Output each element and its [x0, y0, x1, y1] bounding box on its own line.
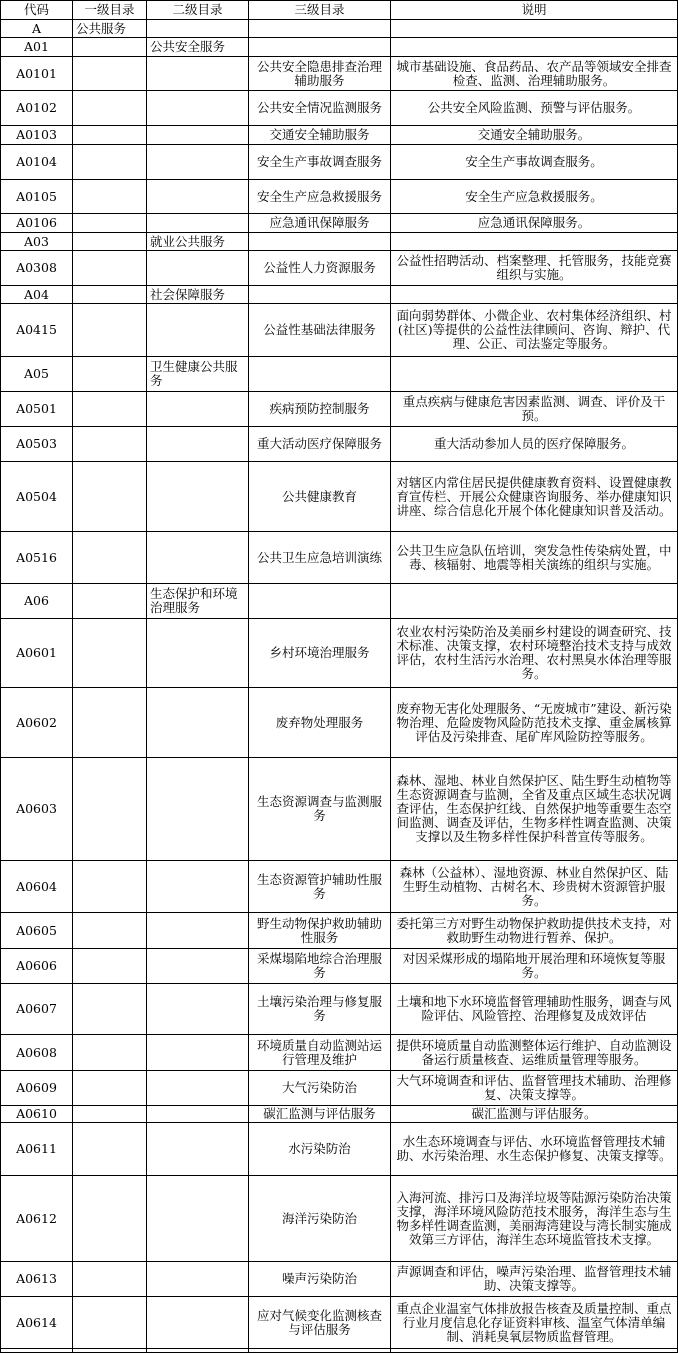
row-description: 废弃物无害化处理服务、“无废城市”建设、新污染物治理、危险废物风险防范技术支撑、重金属核算评估及污染排查、尾矿库风险防控等服务。	[391, 688, 678, 758]
row-code: A05	[1, 357, 73, 392]
row-level3	[249, 584, 391, 619]
row-level3: 安全生产事故调查服务	[249, 145, 391, 180]
row-description: 重点企业温室气体排放报告核查及质量控制、重点行业月度信息化存证资料审核、温室气体清单编制、消耗臭氧层物质监督管理。	[391, 1297, 678, 1349]
row-description: 重点疾病与健康危害因素监测、调查、评价及干预。	[391, 392, 678, 427]
row-level2	[147, 251, 249, 286]
row-code: A0606	[1, 949, 73, 984]
row-description: 委托第三方对野生动物保护救助提供技术支持，对救助野生动物进行暂养、保护。	[391, 913, 678, 949]
row-level3: 安全生产应急救援服务	[249, 180, 391, 214]
row-code: A0516	[1, 532, 73, 584]
table-row	[1, 1262, 678, 1297]
row-code: A0605	[1, 913, 73, 949]
row-level1	[73, 984, 147, 1035]
row-code: A0102	[1, 91, 73, 126]
row-level2	[147, 1176, 249, 1262]
row-description: 应急通讯保障服务。	[391, 214, 678, 233]
row-level1	[73, 619, 147, 688]
row-description	[391, 38, 678, 57]
row-level2	[147, 1071, 249, 1106]
row-level3	[249, 38, 391, 57]
row-level2	[147, 304, 249, 357]
row-level1	[73, 251, 147, 286]
row-level1	[73, 214, 147, 233]
row-level1	[73, 1297, 147, 1349]
row-description	[391, 1349, 678, 1353]
row-level2	[147, 126, 249, 145]
header-row	[1, 1, 678, 20]
row-code: A03	[1, 233, 73, 251]
row-level2	[147, 532, 249, 584]
table-row	[1, 1106, 678, 1123]
row-level3	[249, 286, 391, 304]
row-level2: 就业公共服务	[147, 233, 249, 251]
row-level1	[73, 145, 147, 180]
row-level1	[73, 1071, 147, 1106]
row-level1	[73, 1176, 147, 1262]
table-row	[1, 180, 678, 214]
table-row	[1, 949, 678, 984]
row-level3: 公共卫生应急培训演练	[249, 532, 391, 584]
row-code: A0603	[1, 758, 73, 861]
row-level1	[73, 1035, 147, 1071]
row-code: A0504	[1, 462, 73, 532]
row-level3: 公益性基础法律服务	[249, 304, 391, 357]
row-description: 入海河流、排污口及海洋垃圾等陆源污染防治决策支撑，海洋环境风险防范技术服务，海洋生态与生物多样性调查监测，美丽海湾建设与湾长制实施成效第三方评估，海洋生态环境监管技术支撑。	[391, 1176, 678, 1262]
row-description: 碳汇监测与评估服务。	[391, 1106, 678, 1123]
table-row	[1, 392, 678, 427]
row-level3	[249, 1349, 391, 1353]
table-row	[1, 984, 678, 1035]
row-level1	[73, 38, 147, 57]
row-level1	[73, 913, 147, 949]
row-level2: 社会保障服务	[147, 286, 249, 304]
row-level1	[73, 1106, 147, 1123]
row-code: A0103	[1, 126, 73, 145]
row-code: A06	[1, 584, 73, 619]
table-row	[1, 1297, 678, 1349]
row-level3: 大气污染防治	[249, 1071, 391, 1106]
row-description: 水生态环境调查与评估、水环境监督管理技术辅助、水污染治理、水生态保护修复、决策支撑等。	[391, 1123, 678, 1176]
row-level1	[73, 180, 147, 214]
row-level3: 水污染防治	[249, 1123, 391, 1176]
row-description	[391, 357, 678, 392]
row-level2: 公共安全服务	[147, 38, 249, 57]
row-level2	[147, 1349, 249, 1353]
row-level2	[147, 145, 249, 180]
row-level3: 应急通讯保障服务	[249, 214, 391, 233]
row-level3	[249, 233, 391, 251]
table-row	[1, 38, 678, 57]
row-code: A	[1, 20, 73, 38]
row-level1	[73, 1349, 147, 1353]
row-level3: 环境质量自动监测站运行管理及维护	[249, 1035, 391, 1071]
table-row	[1, 145, 678, 180]
row-code: A0614	[1, 1297, 73, 1349]
row-code: A0101	[1, 57, 73, 91]
row-description: 交通安全辅助服务。	[391, 126, 678, 145]
table-row	[1, 532, 678, 584]
row-level1	[73, 532, 147, 584]
row-description: 面向弱势群体、小微企业、农村集体经济组织、村(社区)等提供的公益性法律顾问、咨询、辩护、代理、公正、司法鉴定等服务。	[391, 304, 678, 357]
row-level3: 疾病预防控制服务	[249, 392, 391, 427]
row-level2	[147, 1123, 249, 1176]
table-row	[1, 619, 678, 688]
row-description: 城市基础设施、食品药品、农产品等领域安全排查检查、监测、治理辅助服务。	[391, 57, 678, 91]
table-row	[1, 91, 678, 126]
row-description: 安全生产事故调查服务。	[391, 145, 678, 180]
row-code: A0613	[1, 1262, 73, 1297]
row-level2	[147, 57, 249, 91]
table-row	[1, 427, 678, 462]
row-code: A0601	[1, 619, 73, 688]
row-code: A0415	[1, 304, 73, 357]
row-code: A0611	[1, 1123, 73, 1176]
row-level1	[73, 126, 147, 145]
table-row	[1, 357, 678, 392]
row-level2	[147, 1297, 249, 1349]
row-level1	[73, 758, 147, 861]
table-row	[1, 251, 678, 286]
row-level1	[73, 861, 147, 913]
row-level3: 野生动物保护救助辅助性服务	[249, 913, 391, 949]
row-description: 农业农村污染防治及美丽乡村建设的调查研究、技术标准、决策支撑，农村环境整治技术支持与成效评估，农村生活污水治理、农村黑臭水体治理等服务。	[391, 619, 678, 688]
row-description: 公共安全风险监测、预警与评估服务。	[391, 91, 678, 126]
row-level1	[73, 1262, 147, 1297]
row-level2	[147, 949, 249, 984]
row-level3	[249, 357, 391, 392]
row-description	[391, 286, 678, 304]
row-code: A0104	[1, 145, 73, 180]
row-level3	[249, 20, 391, 38]
row-level3: 废弃物处理服务	[249, 688, 391, 758]
row-level2	[147, 392, 249, 427]
header-level1: 一级目录	[73, 1, 147, 20]
row-code	[1, 1349, 73, 1353]
row-code: A01	[1, 38, 73, 57]
table-row	[1, 1123, 678, 1176]
table-row	[1, 1349, 678, 1353]
table-row	[1, 584, 678, 619]
row-level1	[73, 392, 147, 427]
row-level1	[73, 304, 147, 357]
row-level3: 应对气候变化监测核查与评估服务	[249, 1297, 391, 1349]
row-level1	[73, 462, 147, 532]
row-code: A0609	[1, 1071, 73, 1106]
header-code: 代码	[1, 1, 73, 20]
row-level2	[147, 758, 249, 861]
row-level2	[147, 1106, 249, 1123]
table-row	[1, 286, 678, 304]
row-level3: 公共安全隐患排查治理辅助服务	[249, 57, 391, 91]
row-level1	[73, 233, 147, 251]
row-description: 声源调查和评估，噪声污染治理、监督管理技术辅助、决策支撑等。	[391, 1262, 678, 1297]
row-code: A0604	[1, 861, 73, 913]
row-level2: 生态保护和环境治理服务	[147, 584, 249, 619]
row-level3: 生态资源管护辅助性服务	[249, 861, 391, 913]
row-code: A0610	[1, 1106, 73, 1123]
row-level3: 重大活动医疗保障服务	[249, 427, 391, 462]
row-level2	[147, 913, 249, 949]
table-row	[1, 57, 678, 91]
row-description	[391, 584, 678, 619]
row-level1	[73, 91, 147, 126]
row-code: A04	[1, 286, 73, 304]
row-description: 森林、湿地、林业自然保护区、陆生野生动植物等生态资源调查与监测，全省及重点区域生态状况调查评估，生态保护红线、自然保护地等重要生态空间监测、调查及评估，生物多样性调查监测、决策支撑以及生物多样性保护科普宣传等服务。	[391, 758, 678, 861]
row-level1	[73, 1123, 147, 1176]
table-row	[1, 688, 678, 758]
row-level2	[147, 91, 249, 126]
row-description: 对辖区内常住居民提供健康教育资料、设置健康教育宣传栏、开展公众健康咨询服务、举办健康知识讲座、综合信息化开展个体化健康知识普及活动。	[391, 462, 678, 532]
row-level3: 乡村环境治理服务	[249, 619, 391, 688]
row-level3: 公共安全情况监测服务	[249, 91, 391, 126]
row-code: A0308	[1, 251, 73, 286]
row-level2	[147, 462, 249, 532]
row-code: A0503	[1, 427, 73, 462]
row-description: 对因采煤形成的塌陷地开展治理和环境恢复等服务。	[391, 949, 678, 984]
row-description: 大气环境调查和评估、监督管理技术辅助、治理修复、决策支撑等。	[391, 1071, 678, 1106]
row-level3: 碳汇监测与评估服务	[249, 1106, 391, 1123]
row-level2	[147, 619, 249, 688]
row-code: A0501	[1, 392, 73, 427]
table-row	[1, 1176, 678, 1262]
row-level1	[73, 949, 147, 984]
row-description: 公共卫生应急队伍培训，突发急性传染病处置，中毒、核辐射、地震等相关演练的组织与实施。	[391, 532, 678, 584]
row-code: A0607	[1, 984, 73, 1035]
row-level1	[73, 584, 147, 619]
row-code: A0105	[1, 180, 73, 214]
row-description: 安全生产应急救援服务。	[391, 180, 678, 214]
row-level3: 土壤污染治理与修复服务	[249, 984, 391, 1035]
row-level2	[147, 427, 249, 462]
row-code: A0612	[1, 1176, 73, 1262]
row-level3: 采煤塌陷地综合治理服务	[249, 949, 391, 984]
table-row	[1, 126, 678, 145]
header-description: 说明	[391, 1, 678, 20]
table-row	[1, 1071, 678, 1106]
row-level1	[73, 286, 147, 304]
table-row	[1, 913, 678, 949]
row-description: 土壤和地下水环境监督管理辅助性服务，调查与风险评估、风险管控、治理修复及成效评估	[391, 984, 678, 1035]
table-row	[1, 214, 678, 233]
row-level1	[73, 357, 147, 392]
row-level2	[147, 1262, 249, 1297]
row-level2	[147, 1035, 249, 1071]
row-code: A0106	[1, 214, 73, 233]
row-level3: 生态资源调查与监测服务	[249, 758, 391, 861]
row-description	[391, 233, 678, 251]
table-row	[1, 233, 678, 251]
table-row	[1, 1035, 678, 1071]
row-description: 公益性招聘活动、档案整理、托管服务，技能竞赛组织与实施。	[391, 251, 678, 286]
row-level1	[73, 688, 147, 758]
header-level2: 二级目录	[147, 1, 249, 20]
row-level2	[147, 180, 249, 214]
row-level1	[73, 57, 147, 91]
header-level3: 三级目录	[249, 1, 391, 20]
row-level3: 公共健康教育	[249, 462, 391, 532]
table-row	[1, 861, 678, 913]
row-level2	[147, 984, 249, 1035]
row-level3: 交通安全辅助服务	[249, 126, 391, 145]
row-level3: 公益性人力资源服务	[249, 251, 391, 286]
row-level3: 噪声污染防治	[249, 1262, 391, 1297]
row-code: A0602	[1, 688, 73, 758]
row-description: 森林（公益林）、湿地资源、林业自然保护区、陆生野生动植物、古树名木、珍贵树木资源管护服务。	[391, 861, 678, 913]
table-row	[1, 20, 678, 38]
row-level2: 卫生健康公共服务	[147, 357, 249, 392]
row-level2	[147, 20, 249, 38]
row-level1: 公共服务	[73, 20, 147, 38]
row-description	[391, 20, 678, 38]
row-description: 提供环境质量自动监测整体运行维护、自动监测设备运行质量核查、运维质量管理等服务。	[391, 1035, 678, 1071]
row-level2	[147, 214, 249, 233]
table-row	[1, 462, 678, 532]
row-level2	[147, 688, 249, 758]
table-row	[1, 304, 678, 357]
row-level2	[147, 861, 249, 913]
table-row	[1, 758, 678, 861]
row-code: A0608	[1, 1035, 73, 1071]
row-description: 重大活动参加人员的医疗保障服务。	[391, 427, 678, 462]
row-level3: 海洋污染防治	[249, 1176, 391, 1262]
row-level1	[73, 427, 147, 462]
